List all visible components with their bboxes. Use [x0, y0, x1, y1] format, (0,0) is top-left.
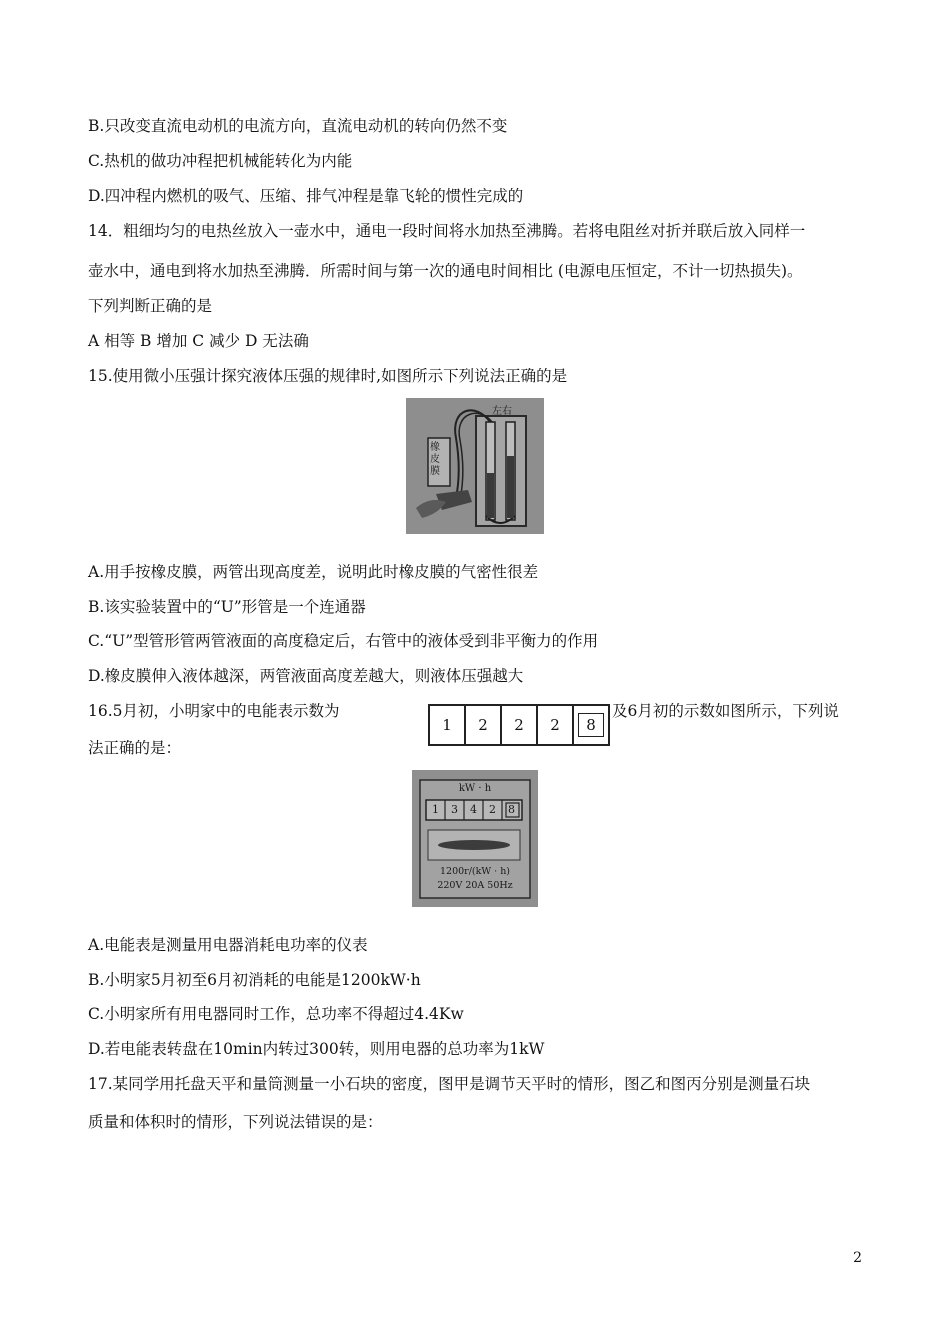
may-meter-reading [428, 704, 610, 746]
may-digit-decimal: 8 [572, 704, 610, 746]
electric-meter-figure [412, 770, 538, 907]
question-14-options: A 相等 B 增加 C 减少 D 无法确 [88, 332, 309, 350]
option-13c: C.热机的做功冲程把机械能转化为内能 [88, 152, 353, 170]
question-14-line1: 14．粗细均匀的电热丝放入一壶水中，通电一段时间将水加热至沸腾。若将电阻丝对折并联后放入同样一 [88, 222, 806, 240]
june-digit: 3 [451, 803, 458, 816]
may-digit: 2 [536, 704, 572, 746]
option-16a: A.电能表是测量用电器消耗电功率的仪表 [88, 936, 368, 954]
question-16-stem-b: 及6月初的示数如图所示，下列说 [612, 702, 839, 720]
meter-spec-2: 220V 20A 50Hz [437, 880, 513, 891]
option-15c: C.“U”型管形管两管液面的高度稳定后，右管中的液体受到非平衡力的作用 [88, 632, 599, 650]
membrane-label: 橡皮膜 [430, 442, 440, 477]
question-14-line2: 壶水中，通电到将水加热至沸腾．所需时间与第一次的通电时间相比 (电源电压恒定，不计一切热损失)。 [88, 262, 803, 280]
option-15d: D.橡皮膜伸入液体越深，两管液面高度差越大，则液体压强越大 [88, 667, 524, 685]
question-14-line3: 下列判断正确的是 [88, 297, 213, 315]
meter-unit: kW · h [458, 783, 492, 794]
june-digit-decimal: 8 [508, 803, 515, 816]
page-number: 2 [853, 1250, 862, 1266]
tube-label: 左右 [492, 406, 512, 417]
meter-spec-1: 1200r/(kW · h) [439, 866, 511, 877]
may-digit: 1 [428, 704, 464, 746]
pressure-gauge-drawing [406, 398, 544, 534]
question-16-stem-a: 16.5月初，小明家中的电能表示数为 [88, 702, 340, 720]
option-15b: B.该实验装置中的“U”形管是一个连通器 [88, 598, 366, 616]
june-digit: 4 [470, 803, 477, 816]
may-digit: 2 [500, 704, 536, 746]
question-17-line2: 质量和体积时的情形，下列说法错误的是： [88, 1113, 383, 1131]
option-16b: B.小明家5月初至6月初消耗的电能是1200kW·h [88, 971, 421, 989]
option-13d: D.四冲程内燃机的吸气、压缩、排气冲程是靠飞轮的惯性完成的 [88, 187, 524, 205]
question-17-line1: 17.某同学用托盘天平和量筒测量一小石块的密度，图甲是调节天平时的情形，图乙和图丙分别是测量石块 [88, 1075, 811, 1093]
option-16c: C.小明家所有用电器同时工作，总功率不得超过4.4Kw [88, 1005, 464, 1023]
option-16d: D.若电能表转盘在10min内转过300转，则用电器的总功率为1kW [88, 1040, 545, 1058]
june-meter-digits [426, 803, 522, 816]
june-digit: 1 [432, 803, 439, 816]
question-15-stem: 15.使用微小压强计探究液体压强的规律时,如图所示下列说法正确的是 [88, 367, 568, 385]
question-16-stem-c: 法正确的是： [88, 739, 182, 757]
june-digit: 2 [489, 803, 496, 816]
pressure-gauge-figure [406, 398, 544, 534]
option-13b: B.只改变直流电动机的电流方向，直流电动机的转向仍然不变 [88, 117, 508, 135]
option-15a: A.用手按橡皮膜，两管出现高度差，说明此时橡皮膜的气密性很差 [88, 563, 539, 581]
may-digit: 2 [464, 704, 500, 746]
